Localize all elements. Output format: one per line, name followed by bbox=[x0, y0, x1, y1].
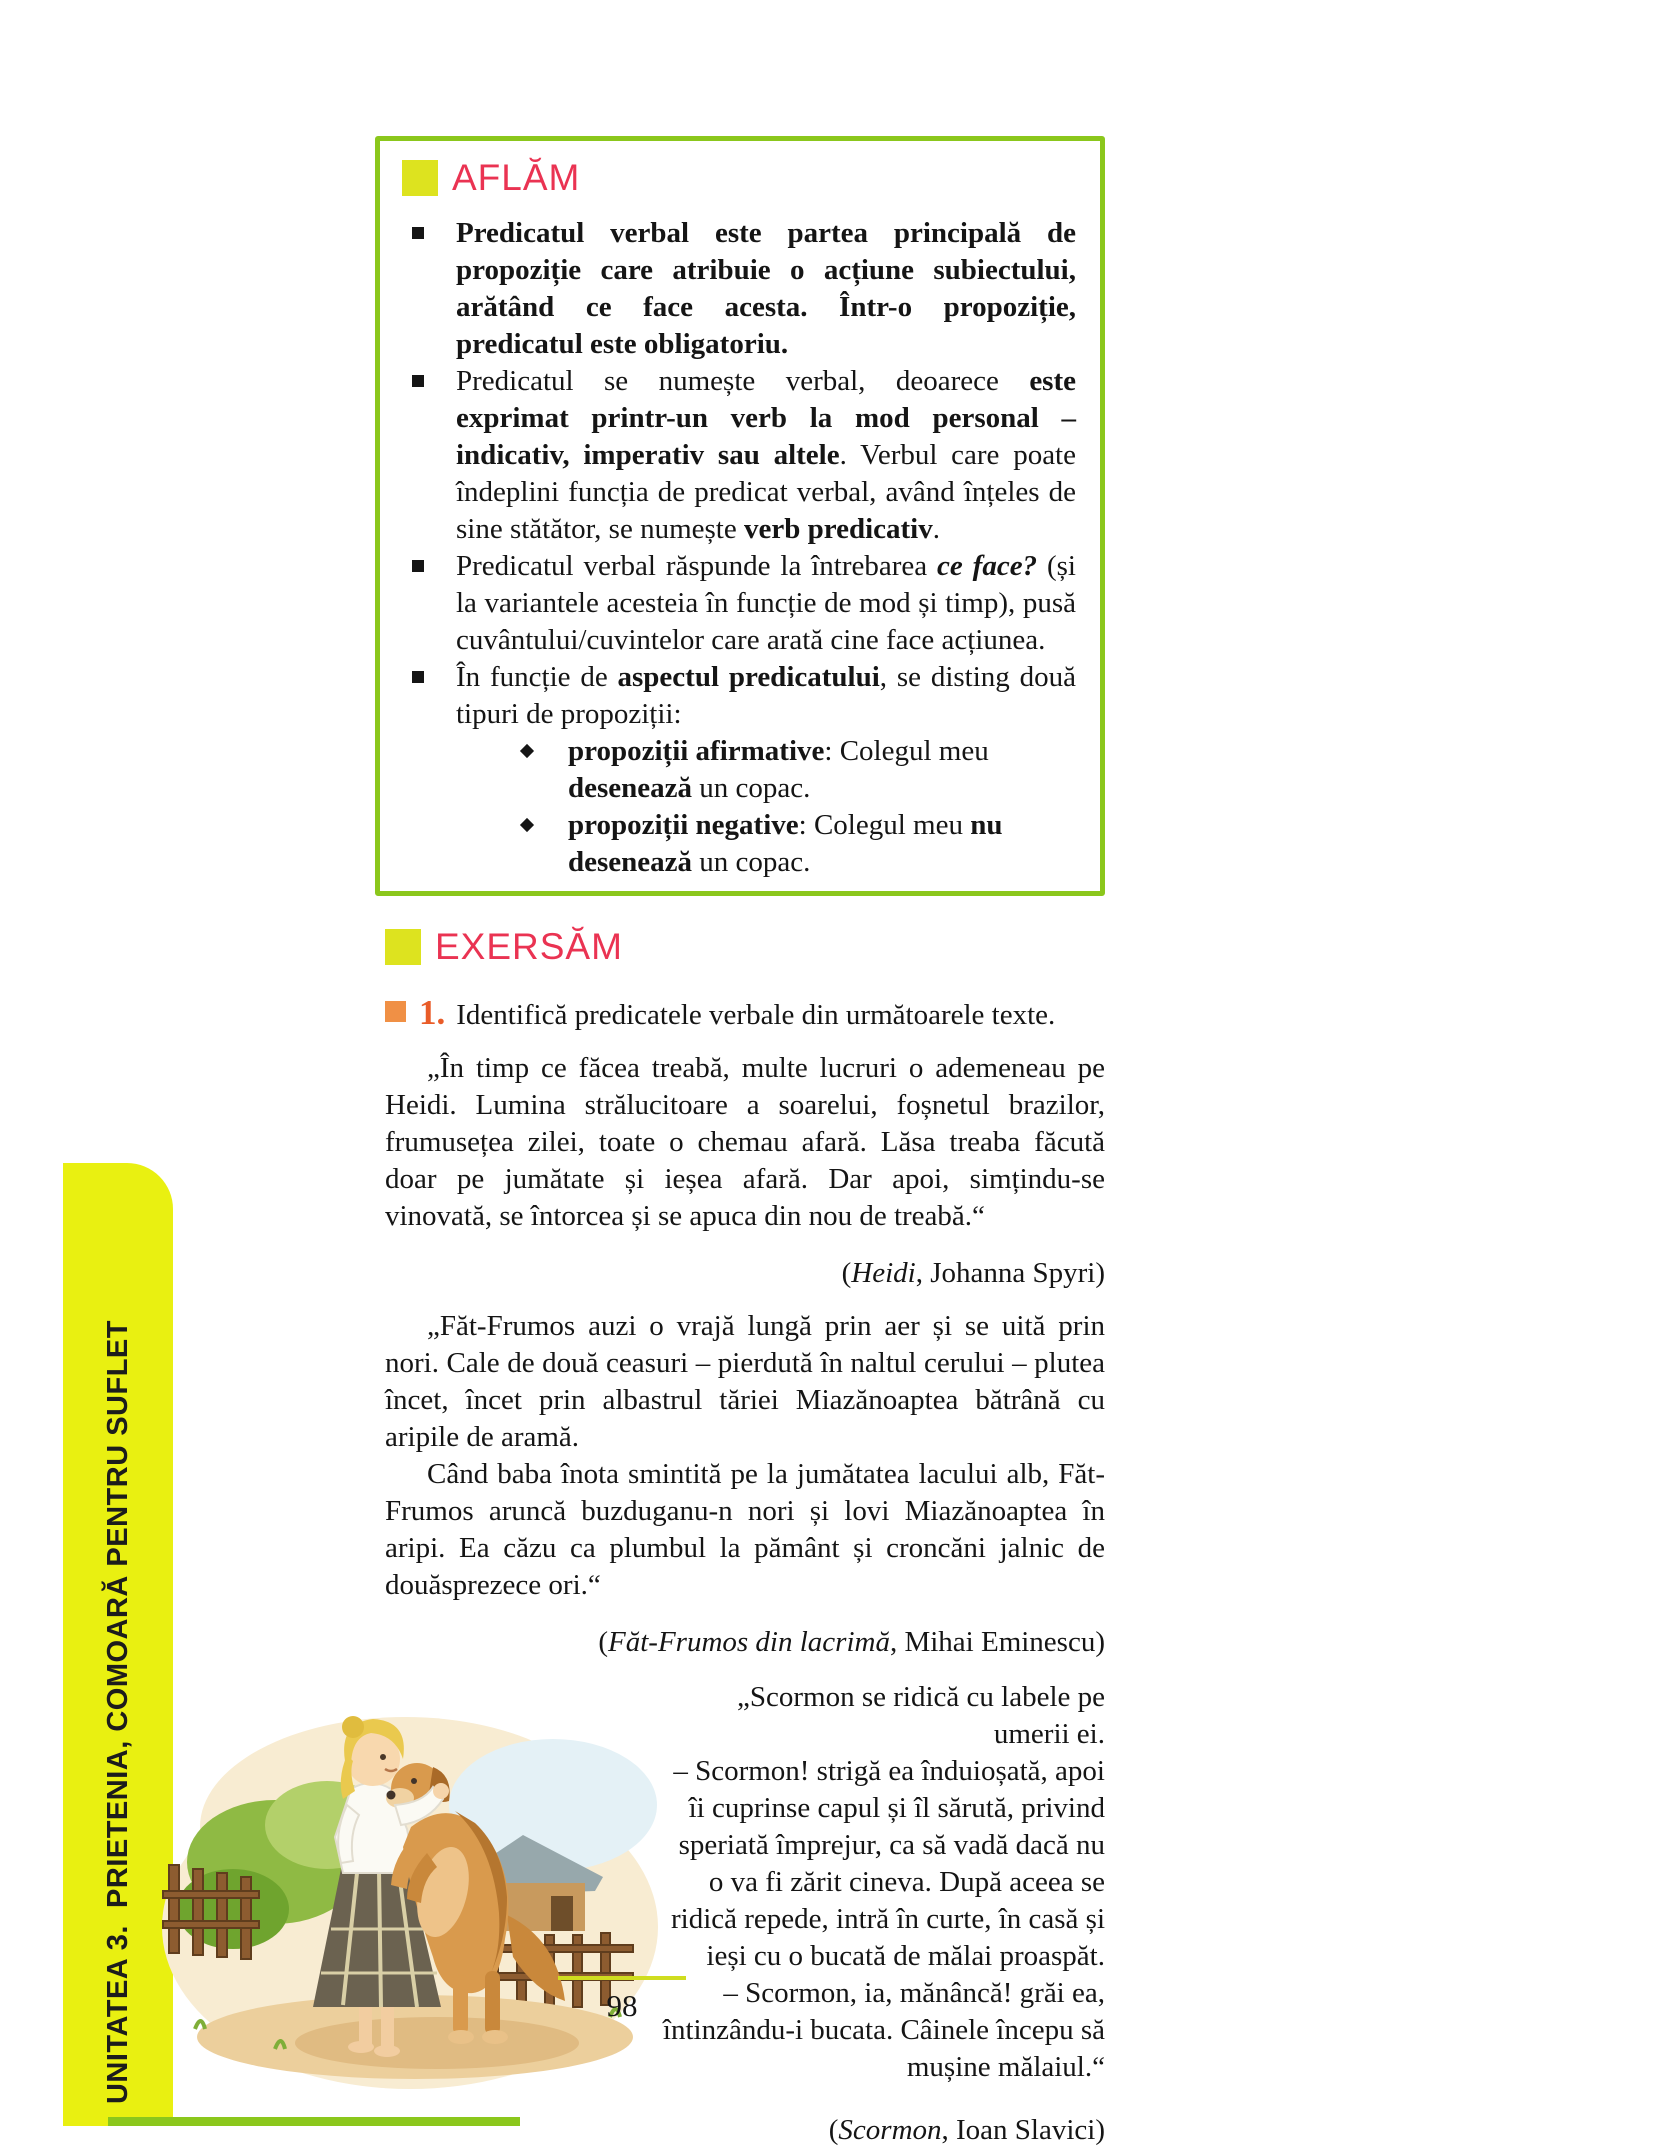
page-number: 98 bbox=[606, 1988, 638, 2023]
exercise-square-icon bbox=[385, 1001, 406, 1022]
text-run: verb predicativ bbox=[743, 513, 933, 545]
text-run: este exprimat printr-un verb la mod personal – indicativ, imperativ sau altele bbox=[456, 365, 1076, 471]
section-square-icon bbox=[385, 929, 421, 965]
attribution-heidi bbox=[385, 1255, 1105, 1292]
text-run: propoziții afirmative bbox=[568, 735, 825, 767]
text-run: Predicatul verbal răspunde la întrebarea bbox=[456, 550, 938, 582]
excerpt-scormon-p2: – Scormon! strigă ea înduioșată, apoi îi cuprinse capul și îl sărută, privind speriată împrejur, ca să vadă dacă nu o va fi zărit cineva. După aceea se ridică repede, intră în curte, în casă și ieși cu o bucată de mălai proaspăt. bbox=[671, 1755, 1105, 1972]
excerpt-fat-frumos-p1: „Făt-Frumos auzi o vrajă lungă prin aer și se uită prin nori. Cale de două ceasuri – pierdută în naltul cerului – plutea încet, încet prin albastrul tăriei Miazănoaptea bătrână cu aripile de aramă. bbox=[385, 1310, 1105, 1453]
source-author: , Mihai Eminescu) bbox=[889, 1626, 1105, 1658]
exersam-heading-row bbox=[385, 926, 1105, 968]
attribution-scormon bbox=[660, 2112, 1105, 2149]
text-run: un copac. bbox=[692, 772, 811, 804]
exercise-number: 1. bbox=[419, 993, 446, 1032]
text-run: Predicatul se numește verbal, deoarece bbox=[456, 365, 1030, 397]
aflam-box bbox=[375, 136, 1105, 896]
text-run: desenează bbox=[568, 772, 693, 804]
exercise-1 bbox=[385, 994, 1105, 1034]
text-run: un copac. bbox=[692, 846, 811, 878]
text-run: propoziții negative bbox=[568, 809, 799, 841]
aflam-bullet-list bbox=[402, 215, 1076, 881]
footer-rule bbox=[558, 1976, 686, 1980]
bullet-item bbox=[402, 659, 1076, 881]
source-author: , Ioan Slavici) bbox=[941, 2114, 1105, 2146]
bullet-item bbox=[402, 215, 1076, 363]
source-author: , Johanna Spyri) bbox=[915, 1257, 1105, 1289]
page-content bbox=[385, 136, 1105, 2149]
text-run: ( bbox=[841, 1257, 852, 1289]
aflam-heading-row bbox=[402, 157, 1076, 199]
bullet-item bbox=[402, 363, 1076, 548]
sub-bullet-item bbox=[456, 733, 1076, 807]
text-run: : Colegul meu bbox=[798, 809, 971, 841]
aflam-heading: AFLĂM bbox=[452, 157, 581, 198]
source-title: Heidi bbox=[851, 1257, 916, 1289]
section-square-icon bbox=[402, 160, 438, 196]
text-run: . Verbul care poate îndeplini funcția de predicat verbal, având înțeles de sine stătător, se numește bbox=[456, 439, 1076, 545]
text-run: În funcție de bbox=[456, 661, 618, 693]
unit-title: UNITATEA 3. PRIETENIA, COMOARĂ PENTRU SUFLET bbox=[101, 1319, 134, 2104]
excerpt-scormon-p3: – Scormon, ia, mănâncă! grăi ea, întinzându-i bucata. Câinele începu să mușine mălaiul.“ bbox=[662, 1977, 1105, 2083]
proposition-type-list bbox=[456, 733, 1076, 881]
excerpt-scormon-p1: „Scormon se ridică cu labele pe umerii ei. bbox=[737, 1681, 1105, 1750]
text-run: : Colegul meu bbox=[824, 735, 989, 767]
text-run: , se disting două tipuri de propoziții: bbox=[456, 661, 1076, 730]
text-run: nu desenează bbox=[568, 809, 1003, 878]
text-run: Predicatul verbal este partea principală de propoziție care atribuie o acțiune subiectului, arătând ce face acesta. Într-o propoziție, predicatul este obligatoriu. bbox=[456, 217, 1076, 360]
exercise-instruction: Identifică predicatele verbale din următoarele texte. bbox=[456, 999, 1056, 1031]
text-run: (și la variantele acesteia în funcție de mod și timp), pusă cuvântului/cuvintelor care arată cine face acțiunea. bbox=[456, 550, 1076, 656]
source-title: Scormon bbox=[838, 2114, 942, 2146]
page-footer bbox=[537, 1976, 707, 2024]
bullet-item bbox=[402, 548, 1076, 659]
text-run: . bbox=[932, 513, 940, 545]
text-run: aspectul predicatului bbox=[617, 661, 880, 693]
text-run: ( bbox=[828, 2114, 839, 2146]
excerpt-fat-frumos-p2: Când baba înota smintită pe la jumătatea lacului alb, Făt-Frumos aruncă buzduganu-n nori și lovi Miazănoaptea în aripi. Ea căzu ca plumbul la pământ și croncăni jalnic de douăsprezece ori.“ bbox=[385, 1458, 1105, 1601]
illustration-girl-and-dog bbox=[155, 1677, 660, 2097]
source-title: Făt-Frumos din lacrimă bbox=[608, 1626, 890, 1658]
exersam-heading: EXERSĂM bbox=[435, 926, 623, 967]
text-run: ce face? bbox=[937, 550, 1038, 582]
excerpt-heidi: „În timp ce făcea treabă, multe lucruri o ademeneau pe Heidi. Lumina strălucitoare a soarelui, foșnetul brazilor, frumusețea zilei, toate o chemau afară. Lăsa treaba făcută doar pe jumătate și ieșea afară. Dar apoi, simțindu-se vinovată, se întorcea și se apuca din nou de treabă.“ bbox=[385, 1052, 1105, 1232]
text-run: ( bbox=[598, 1626, 609, 1658]
excerpt-scormon bbox=[660, 1677, 1105, 2149]
scormon-section bbox=[155, 1677, 1105, 2149]
sub-bullet-item bbox=[456, 807, 1076, 881]
attribution-fat-frumos bbox=[385, 1624, 1105, 1661]
